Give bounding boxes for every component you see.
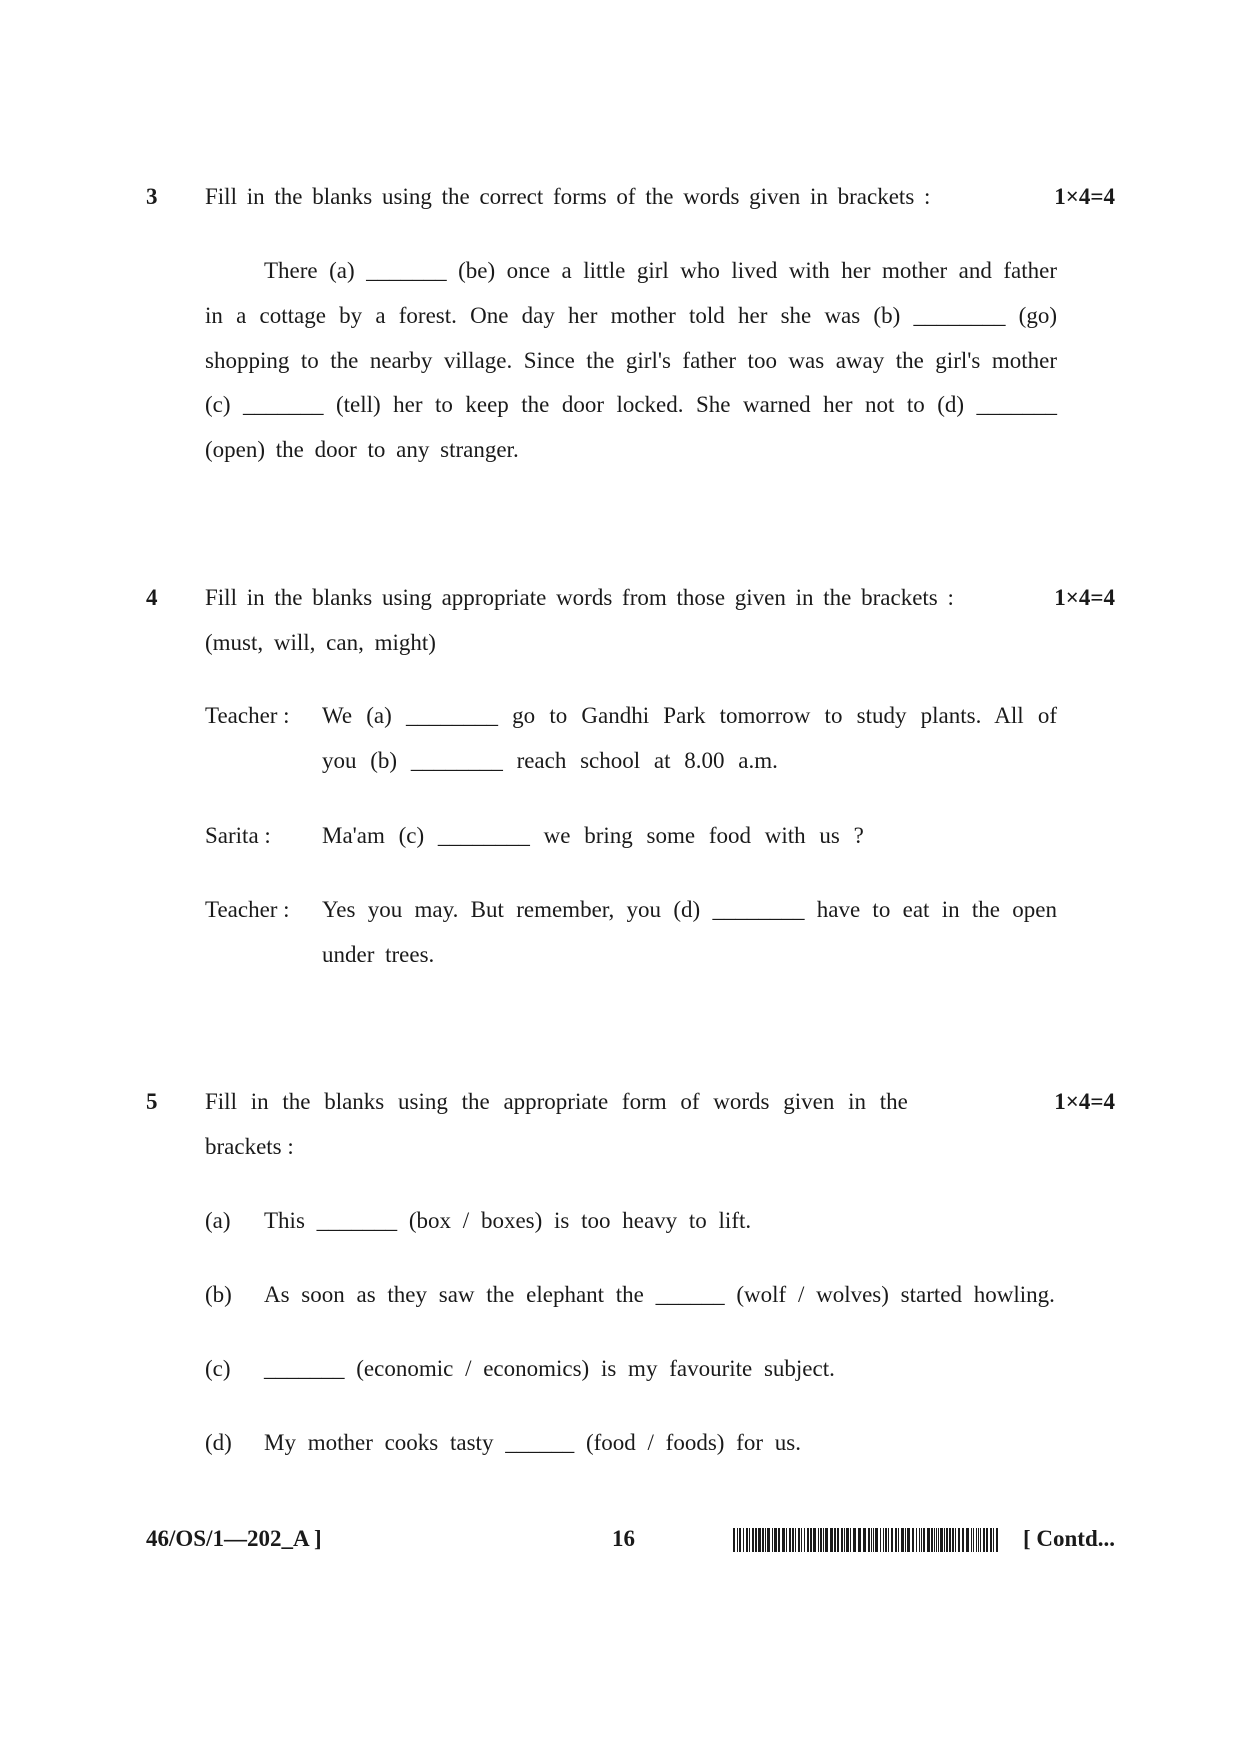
barcode-bar	[746, 1528, 748, 1552]
barcode-bar	[795, 1528, 796, 1552]
barcode-bar	[762, 1528, 764, 1552]
question-number: 3	[146, 184, 158, 209]
barcode-bar	[755, 1528, 757, 1552]
barcode-bar	[946, 1528, 948, 1552]
barcode-bar	[949, 1528, 951, 1552]
barcode-bar	[927, 1528, 930, 1552]
barcode-bar	[936, 1528, 937, 1552]
page-number: 16	[612, 1526, 635, 1551]
barcode-bar	[905, 1528, 906, 1552]
barcode-bar	[846, 1528, 849, 1552]
question-instruction: Fill in the blanks using the appropriate form of words given in the	[205, 1089, 908, 1114]
barcode-bar	[789, 1528, 791, 1552]
barcode-bar	[921, 1528, 922, 1552]
dialogue-line: Ma'am (c) ________ we bring some food with us ?	[322, 823, 864, 848]
barcode-bar	[931, 1528, 933, 1552]
barcode-bar	[765, 1528, 766, 1552]
barcode-bar	[898, 1528, 899, 1552]
barcode-bar	[976, 1528, 977, 1552]
barcode-bar	[996, 1528, 998, 1552]
barcode-bar	[798, 1528, 800, 1552]
dialogue-line: under trees.	[322, 942, 435, 967]
barcode-bar	[844, 1528, 845, 1552]
barcode-bar	[737, 1528, 738, 1552]
item-text: _______ (economic / economics) is my favourite subject.	[264, 1356, 835, 1381]
passage-line: shopping to the nearby village. Since the girl's father too was away the girl's mother	[205, 348, 1057, 373]
item-label: (c)	[205, 1356, 231, 1381]
barcode-bar	[980, 1528, 981, 1552]
dialogue-line: you (b) ________ reach school at 8.00 a.m.	[322, 748, 778, 773]
passage-line: in a cottage by a forest. One day her mother told her she was (b) ________ (go)	[205, 303, 1057, 328]
barcode-bar	[807, 1528, 809, 1552]
barcode-bar	[919, 1528, 920, 1552]
barcode-bar	[978, 1528, 979, 1552]
barcode-bar	[820, 1528, 822, 1552]
paper-code: 46/OS/1—202_A ]	[146, 1526, 322, 1551]
barcode-bar	[818, 1528, 819, 1552]
barcode-bar	[733, 1528, 735, 1552]
barcode-bar	[743, 1528, 744, 1552]
question-number: 4	[146, 585, 158, 610]
barcode-icon	[733, 1528, 998, 1552]
barcode-bar	[863, 1528, 866, 1552]
item-text: As soon as they saw the elephant the ______ (wolf / wolves) started howling.	[264, 1282, 1055, 1307]
barcode-bar	[774, 1528, 777, 1552]
barcode-bar	[986, 1528, 988, 1552]
barcode-bar	[888, 1528, 889, 1552]
barcode-bar	[958, 1528, 960, 1552]
barcode-bar	[830, 1528, 833, 1552]
dialogue-line: We (a) ________ go to Gandhi Park tomorrow to study plants. All of	[322, 703, 1057, 728]
contd-label: [ Contd...	[1022, 1526, 1115, 1551]
barcode-bar	[912, 1528, 914, 1552]
barcode-bar	[782, 1528, 785, 1552]
barcode-bar	[940, 1528, 943, 1552]
item-label: (a)	[205, 1208, 231, 1233]
barcode-bar	[873, 1528, 874, 1552]
barcode-bar	[868, 1528, 870, 1552]
barcode-bar	[966, 1528, 969, 1552]
speaker-label: Teacher :	[205, 897, 290, 922]
marks: 1×4=4	[1054, 1089, 1115, 1114]
question-number: 5	[146, 1089, 158, 1114]
barcode-bar	[739, 1528, 741, 1552]
barcode-bar	[973, 1528, 974, 1552]
barcode-bar	[907, 1528, 910, 1552]
passage-line: (c) _______ (tell) her to keep the door locked. She warned her not to (d) _______	[205, 392, 1057, 417]
barcode-bar	[993, 1528, 994, 1552]
barcode-bar	[858, 1528, 861, 1552]
barcode-bar	[801, 1528, 802, 1552]
barcode-bar	[834, 1528, 836, 1552]
barcode-bar	[752, 1528, 754, 1552]
question-instruction: Fill in the blanks using the correct forms of the words given in brackets :	[205, 184, 931, 209]
barcode-bar	[786, 1528, 787, 1552]
word-options: (must, will, can, might)	[205, 630, 436, 655]
question-instruction: Fill in the blanks using appropriate words from those given in the brackets :	[205, 585, 954, 610]
barcode-bar	[983, 1528, 985, 1552]
barcode-bar	[813, 1528, 816, 1552]
question-instruction: brackets :	[205, 1134, 294, 1159]
barcode-bar	[962, 1528, 964, 1552]
speaker-label: Teacher :	[205, 703, 290, 728]
dialogue-line: Yes you may. But remember, you (d) ________ have to eat in the open	[322, 897, 1057, 922]
barcode-bar	[934, 1528, 935, 1552]
barcode-bar	[901, 1528, 904, 1552]
barcode-bar	[841, 1528, 843, 1552]
speaker-label: Sarita :	[205, 823, 271, 848]
barcode-bar	[810, 1528, 812, 1552]
barcode-bar	[825, 1528, 828, 1552]
barcode-bar	[772, 1528, 773, 1552]
barcode-bar	[850, 1528, 851, 1552]
barcode-bar	[875, 1528, 878, 1552]
barcode-bar	[923, 1528, 925, 1552]
barcode-bar	[758, 1528, 761, 1552]
marks: 1×4=4	[1054, 585, 1115, 610]
passage-line: (open) the door to any stranger.	[205, 437, 519, 462]
barcode-bar	[916, 1528, 917, 1552]
barcode-bar	[955, 1528, 956, 1552]
barcode-bar	[837, 1528, 839, 1552]
item-label: (b)	[205, 1282, 232, 1307]
marks: 1×4=4	[1054, 184, 1115, 209]
barcode-bar	[778, 1528, 780, 1552]
barcode-bar	[853, 1528, 856, 1552]
barcode-bar	[880, 1528, 881, 1552]
barcode-bar	[990, 1528, 992, 1552]
barcode-bar	[767, 1528, 770, 1552]
item-text: My mother cooks tasty ______ (food / foods) for us.	[264, 1430, 801, 1455]
barcode-bar	[952, 1528, 954, 1552]
barcode-bar	[823, 1528, 824, 1552]
passage-line: There (a) _______ (be) once a little girl who lived with her mother and father	[264, 258, 1057, 283]
barcode-bar	[885, 1528, 887, 1552]
barcode-bar	[938, 1528, 939, 1552]
barcode-bar	[792, 1528, 794, 1552]
barcode-bar	[891, 1528, 893, 1552]
barcode-bar	[895, 1528, 897, 1552]
barcode-bar	[749, 1528, 750, 1552]
item-label: (d)	[205, 1430, 232, 1455]
barcode-bar	[971, 1528, 972, 1552]
barcode-bar	[871, 1528, 872, 1552]
barcode-bar	[804, 1528, 805, 1552]
barcode-bar	[944, 1528, 945, 1552]
barcode-bar	[883, 1528, 884, 1552]
item-text: This _______ (box / boxes) is too heavy to lift.	[264, 1208, 752, 1233]
